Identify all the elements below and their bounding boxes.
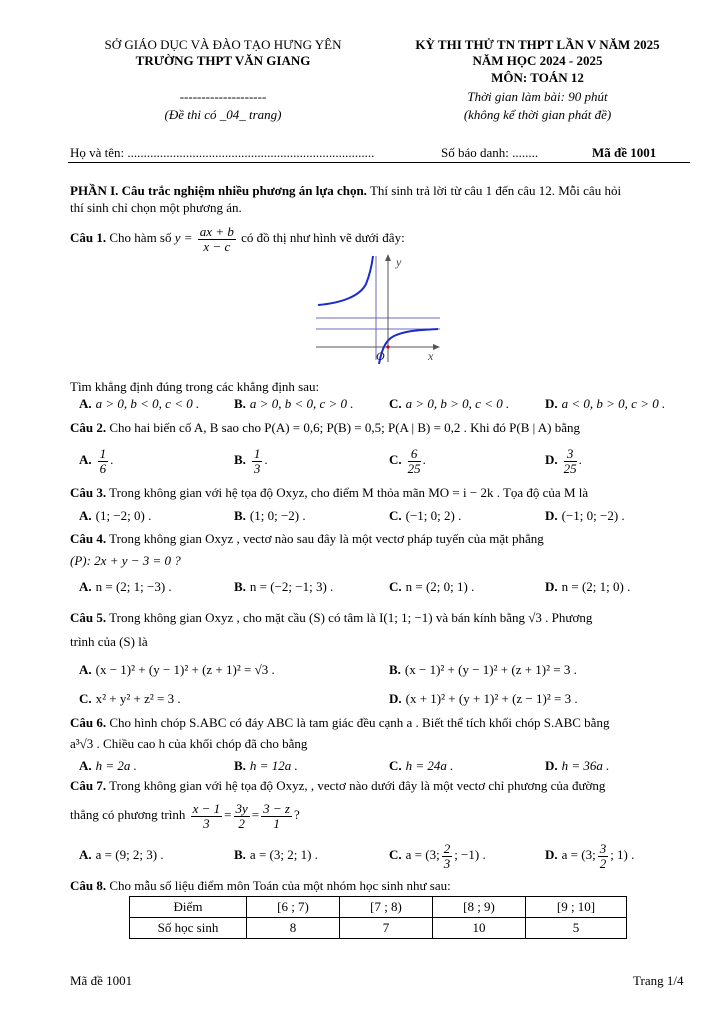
q2-option-c[interactable]: C. $\frac{6}{25}$ . [389, 445, 426, 476]
option-label: B. [234, 396, 246, 411]
q1-option-b[interactable] [234, 396, 354, 412]
option-label: D. [545, 579, 558, 594]
graph-y-label: y [396, 255, 402, 269]
option-text: h = 24a . [405, 758, 454, 773]
q7-eq-frac-2 [234, 802, 250, 831]
option-text: a = (3; [561, 847, 596, 862]
option-label: A. [79, 579, 92, 594]
option-fraction [564, 447, 577, 476]
fraction-num: 3 − z [263, 800, 290, 816]
fraction-num: x − 1 [192, 800, 221, 816]
q7-option-a[interactable] [79, 838, 164, 872]
option-text: n = (2; 1; −3) . [95, 579, 172, 594]
option-text: h = 36a . [561, 758, 610, 773]
student-name-field: Họ và tên: ............................................................................ [70, 145, 375, 160]
question-8 [70, 878, 451, 894]
q6-option-b[interactable] [234, 758, 298, 774]
q4-plane-equation: (P): 2x + y − 3 = 0 ? [70, 553, 181, 568]
student-id-field: Số báo danh: ........ [441, 145, 539, 160]
option-fraction [98, 447, 109, 476]
subject: MÔN: TOÁN 12 [491, 70, 584, 85]
q4-option-d[interactable] [545, 579, 630, 595]
q6-options [79, 758, 699, 776]
table-header-cell: Điểm [130, 897, 247, 918]
q1-prompt: Tìm khẳng định đúng trong các khẳng định sau: [70, 379, 320, 394]
q5-options-row1 [79, 662, 699, 680]
option-text: (−1; 0; 2) . [405, 508, 462, 523]
option-label: C. [389, 847, 402, 862]
q1-options [79, 396, 699, 414]
fraction-den: 25 [563, 460, 577, 476]
q4-options [79, 579, 699, 597]
header-dashes: -------------------- [179, 89, 267, 104]
option-fraction [252, 447, 263, 476]
option-label: D. [545, 847, 558, 862]
q5-text: Trong không gian Oxyz , cho mặt cầu (S) có tâm là I(1; 1; −1) và bán kính bằng √3 . Phương [106, 610, 593, 625]
fraction-num: 3 [564, 447, 577, 462]
q6-text: Cho hình chóp S.ABC có đáy ABC là tam giác đều cạnh a . Biết thể tích khối chóp S.ABC bằng [106, 715, 610, 730]
option-text: a > 0, b > 0, c < 0 . [405, 396, 510, 411]
question-7 [70, 778, 605, 794]
option-label: A. [79, 508, 92, 523]
footer-page-number: Trang 1/4 [633, 973, 684, 988]
q3-option-a[interactable] [79, 508, 151, 524]
q2-option-b[interactable]: B. $\frac{1}{3}$ . [234, 445, 268, 476]
time-allowed: Thời gian làm bài: 90 phút [467, 89, 608, 104]
option-label: D. [545, 396, 558, 411]
option-label: A. [79, 847, 92, 862]
option-label: A. [79, 758, 92, 773]
table-cell: 8 [247, 918, 340, 939]
q3-options [79, 508, 699, 526]
fraction-den: 3 [203, 815, 210, 831]
q3-option-b[interactable] [234, 508, 306, 524]
option-text: (−1; 0; −2) . [561, 508, 625, 523]
option-label: B. [234, 758, 246, 773]
fraction-den: 6 [99, 460, 107, 476]
graph-curve-left-branch [318, 256, 373, 305]
option-text-end: ; −1) . [454, 847, 486, 862]
option-label: D. [389, 691, 402, 706]
option-text: n = (−2; −1; 3) . [249, 579, 334, 594]
q3-option-c[interactable] [389, 508, 461, 524]
q4-label: Câu 4. [70, 531, 107, 546]
q1-label: Câu 1. [70, 230, 107, 245]
q3-label: Câu 3. [70, 485, 107, 500]
q3-option-d[interactable] [545, 508, 625, 524]
table-header-cell: [7 ; 8) [340, 897, 433, 918]
q1-option-d[interactable] [545, 396, 665, 412]
option-label: B. [234, 452, 246, 467]
option-text: h = 12a . [249, 758, 298, 773]
question-6 [70, 715, 609, 731]
q6-text-cont: a³√3 . Chiều cao h của khối chóp đã cho bằng [70, 736, 308, 751]
fraction-num: 1 [253, 445, 261, 461]
q7-line-equation: thẳng có phương trình $\frac{x - 1}{3}$ = $\frac{3y}{2}$ = $\frac{3 - z}{1}$ ? [70, 800, 300, 831]
table-cell: 10 [433, 918, 526, 939]
q8-text: Cho mẫu số liệu điểm môn Toán của một nhóm học sinh như sau: [106, 878, 451, 893]
q7-options [79, 838, 699, 872]
option-text: n = (2; 0; 1) . [405, 579, 475, 594]
option-label: C. [389, 579, 402, 594]
fraction-den: 2 [599, 855, 607, 871]
fraction-num: 3 [599, 840, 607, 856]
q4-option-b[interactable] [234, 579, 333, 595]
q5-option-d[interactable] [389, 691, 578, 707]
q7-option-d[interactable] [545, 838, 634, 872]
fraction-num: 6 [408, 447, 421, 462]
option-text: n = (2; 1; 0) . [561, 579, 631, 594]
q1-option-c[interactable] [389, 396, 509, 412]
fraction-num: 3y [235, 800, 248, 816]
q6-label: Câu 6. [70, 715, 107, 730]
q5-options-row2 [79, 691, 699, 709]
q6-option-d[interactable] [545, 758, 609, 774]
q1-fn-lhs: y = [174, 230, 193, 245]
fraction-den: 3 [253, 460, 261, 476]
q1-option-a[interactable] [79, 396, 199, 412]
graph-origin-point [386, 345, 389, 348]
q2-option-d[interactable]: D. $\frac{3}{25}$ . [545, 445, 582, 476]
option-text: a = (9; 2; 3) . [95, 847, 164, 862]
graph-x-label: x [428, 349, 434, 363]
option-label: C. [389, 508, 402, 523]
page-count-note: (Đề thi có _04_ trang) [164, 107, 282, 122]
q7-label: Câu 7. [70, 778, 107, 793]
graph-origin-label: O [376, 349, 385, 363]
option-label: B. [234, 847, 246, 862]
question-5 [70, 610, 592, 626]
q5-label: Câu 5. [70, 610, 107, 625]
q2-text: Cho hai biến cố A, B sao cho P(A) = 0,6; P(B) = 0,5; P(A | B) = 0,2 . Khi đó P(B | A) bằng [106, 420, 581, 435]
table-row [130, 918, 627, 939]
table-header-cell: [6 ; 7) [247, 897, 340, 918]
option-label: B. [234, 579, 246, 594]
header-divider [68, 162, 690, 163]
q5-text-cont: trình của (S) là [70, 634, 148, 649]
q5-option-a[interactable] [79, 662, 275, 678]
q4-option-a[interactable] [79, 579, 172, 595]
q5-option-c[interactable] [79, 691, 181, 707]
option-label: B. [234, 508, 246, 523]
q1-text-cont: có đồ thị như hình vẽ dưới đây: [237, 230, 405, 245]
q7-option-c[interactable] [389, 838, 486, 872]
q4-option-c[interactable] [389, 579, 474, 595]
option-label: D. [545, 758, 558, 773]
option-label: C. [79, 691, 92, 706]
q7-eq-frac-1 [191, 802, 223, 831]
table-header-cell: [9 ; 10] [526, 897, 627, 918]
q7-text-cont: thẳng có phương trình [70, 807, 186, 822]
y-axis-arrow-icon [385, 254, 391, 261]
q6-option-c[interactable] [389, 758, 453, 774]
option-label: D. [545, 508, 558, 523]
q2-label: Câu 2. [70, 420, 107, 435]
q2-option-a[interactable]: A. $\frac{1}{6}$ . [79, 445, 114, 476]
fraction-den: 25 [407, 460, 421, 476]
q1-text: Cho hàm số [106, 230, 175, 245]
q3-text: Trong không gian với hệ tọa độ Oxyz, cho điểm M thỏa mãn MO = i − 2k . Tọa độ của M là [106, 485, 589, 500]
school-name: TRƯỜNG THPT VĂN GIANG [135, 53, 311, 68]
option-text: h = 2a . [95, 758, 137, 773]
q1-fraction [198, 225, 236, 254]
option-text: (x + 1)² + (y + 1)² + (z − 1)² = 3 . [405, 691, 578, 706]
exam-code: Mã đề 1001 [592, 145, 657, 160]
option-text: (1; −2; 0) . [95, 508, 152, 523]
option-text: a = (3; 2; 1) . [249, 847, 318, 862]
q7-question-mark: ? [293, 807, 300, 822]
fraction-den: 1 [273, 815, 280, 831]
table-header-cell: [8 ; 9) [433, 897, 526, 918]
q7-option-b[interactable] [234, 838, 318, 872]
table-cell: 5 [526, 918, 627, 939]
q1-fraction-num: ax + b [199, 223, 234, 239]
fraction-num: 1 [99, 445, 107, 461]
option-text: (1; 0; −2) . [249, 508, 306, 523]
option-label: C. [389, 396, 402, 411]
option-text: a < 0, b > 0, c > 0 . [561, 396, 666, 411]
part1-title: PHẦN I. Câu trắc nghiệm nhiều phương án lựa chọn. [70, 183, 367, 198]
fraction-den: 2 [238, 815, 245, 831]
option-fraction [598, 842, 609, 871]
q4-text: Trong không gian Oxyz , vectơ nào sau đây là một vectơ pháp tuyến của mặt phẳng [106, 531, 544, 546]
x-axis-arrow-icon [433, 344, 440, 350]
option-label: C. [389, 758, 402, 773]
q5-option-b[interactable] [389, 662, 577, 678]
option-label: A. [79, 396, 92, 411]
table-row [130, 897, 627, 918]
option-label: A. [79, 452, 92, 467]
exam-title: KỲ THI THỬ TN THPT LẦN V NĂM 2025 [415, 37, 660, 52]
part1-desc: Thí sinh trả lời từ câu 1 đến câu 12. Mỗi câu hỏi [366, 183, 622, 198]
option-text-end: ; 1) . [610, 847, 635, 862]
q2-options [79, 443, 699, 477]
score-table [129, 896, 627, 939]
fraction-num: 2 [443, 840, 451, 856]
q1-function-graph [312, 250, 444, 366]
option-text: a > 0, b < 0, c > 0 . [249, 396, 354, 411]
option-text: (x − 1)² + (y − 1)² + (z + 1)² = √3 . [95, 662, 275, 677]
school-year: NĂM HỌC 2024 - 2025 [472, 53, 603, 68]
q8-label: Câu 8. [70, 878, 107, 893]
option-label: D. [545, 452, 558, 467]
option-text: a > 0, b < 0, c < 0 . [95, 396, 200, 411]
option-label: A. [79, 662, 92, 677]
option-text: x² + y² + z² = 3 . [95, 691, 181, 706]
question-2 [70, 420, 580, 436]
table-cell: 7 [340, 918, 433, 939]
q6-option-a[interactable] [79, 758, 137, 774]
question-4 [70, 531, 544, 547]
q7-eq-frac-3 [261, 802, 292, 831]
part1-intro [70, 183, 621, 199]
table-cell: Số học sinh [130, 918, 247, 939]
option-fraction [408, 447, 421, 476]
fraction-den: 3 [443, 855, 451, 871]
q1-fraction-den: x − c [203, 238, 231, 254]
option-text: (x − 1)² + (y − 1)² + (z + 1)² = 3 . [404, 662, 577, 677]
department-name: SỞ GIÁO DỤC VÀ ĐÀO TẠO HƯNG YÊN [104, 37, 342, 52]
footer-exam-code: Mã đề 1001 [70, 973, 133, 988]
option-text: a = (3; [405, 847, 440, 862]
part1-desc-cont: thí sinh chỉ chọn một phương án. [70, 200, 242, 215]
q7-text: Trong không gian với hệ tọa độ Oxyz, , vectơ nào dưới đây là một vectơ chỉ phương của đường [106, 778, 606, 793]
time-note: (không kể thời gian phát đề) [463, 107, 612, 122]
option-label: C. [389, 452, 402, 467]
option-label: B. [389, 662, 401, 677]
question-3 [70, 485, 588, 501]
option-fraction [442, 842, 453, 871]
